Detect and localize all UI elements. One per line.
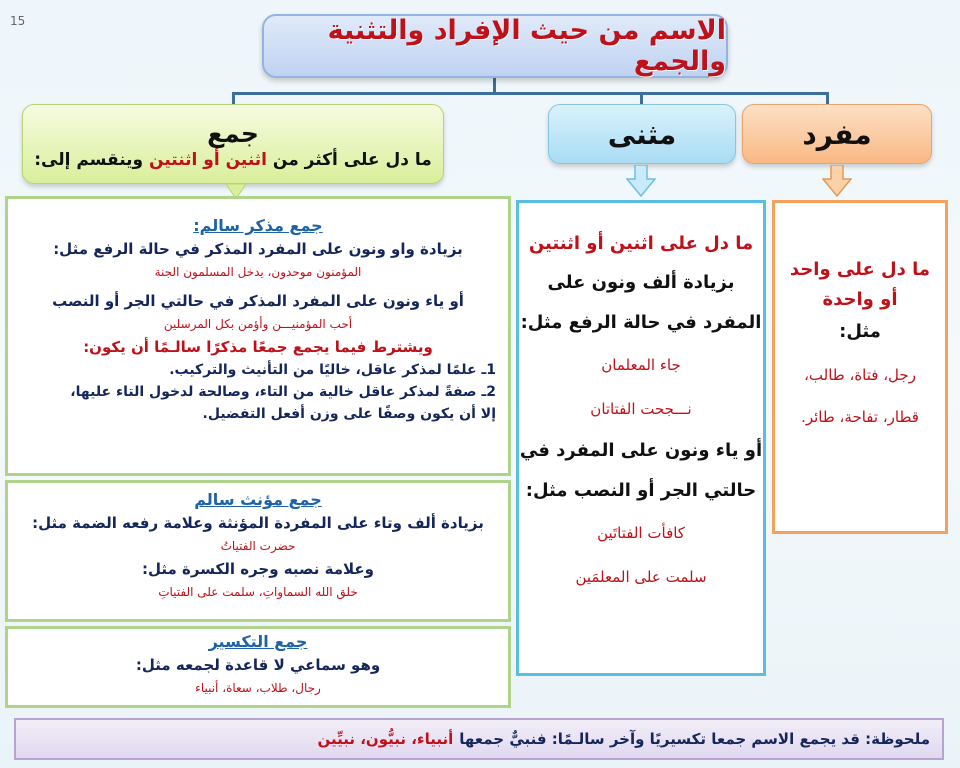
mufrad-example-1: رجل، فتاة، طالب، (804, 366, 916, 384)
muthanna-example-2: نـــجحت الفتاتان (590, 400, 692, 418)
jam-def-part3: وينقسم إلى: (34, 149, 144, 170)
salim-title: جمع مذكر سالم: (193, 216, 323, 235)
mufrad-example-2: قطار، تفاحة، طائر. (801, 408, 919, 426)
header-jam (22, 104, 444, 184)
taksir-example: رجال، طلاب، سعاة، أنبياء (195, 681, 321, 695)
salim-condition-3: إلا أن يكون وصفًا على وزن أفعل التفضيل. (202, 406, 496, 422)
panel-jam-mudhakkar-salim (5, 196, 511, 476)
muannath-example-2: خلق الله السماواتِ، سلمت على الفتياتِ (158, 585, 358, 599)
mufrad-def-2: أو واحدة (822, 289, 898, 310)
arrow-down-icon-orange (822, 165, 852, 197)
jam-def-part2: اثنين أو اثنتين (149, 149, 267, 170)
muthanna-rule-1b: المفرد في حالة الرفع مثل: (520, 312, 762, 333)
header-jam-definition (34, 150, 432, 170)
panel-jam-taksir (5, 626, 511, 708)
muthanna-rule-2a: أو ياء ونون على المفرد في (519, 440, 763, 461)
muannath-example-1: حضرت الفتياتُ (220, 539, 296, 553)
taksir-rule: وهو سماعي لا قاعدة لجمعه مثل: (135, 656, 381, 674)
muthanna-def: ما دل على اثنين أو اثنتين (528, 233, 754, 254)
muthanna-rule-2b: حالتي الجر أو النصب مثل: (525, 480, 757, 501)
header-jam-title: جمع (207, 118, 259, 148)
muannath-title: جمع مؤنث سالم (194, 490, 322, 509)
connector-horizontal (232, 92, 828, 95)
salim-condition-title: ويشترط فيما يجمع جمعًا مذكرًا سالـمًا أن يكون: (83, 338, 433, 356)
muthanna-example-3: كافأت الفتاتَين (597, 524, 685, 542)
header-mufrad: مفرد (742, 104, 932, 164)
note-red-text: أنبياء، نبيُّون، نبيِّين (317, 730, 454, 748)
mufrad-example-label: مثل: (839, 321, 881, 342)
muannath-rule-2: وعلامة نصبه وجره الكسرة مثل: (142, 560, 374, 578)
salim-example-1: المؤمنون موحدون، يدخل المسلمون الجنة (154, 265, 362, 279)
jam-def-part1: ما دل على أكثر من (272, 149, 432, 170)
panel-mufrad (772, 200, 948, 534)
panel-jam-muannath-salim (5, 480, 511, 622)
arrow-down-icon-blue (626, 165, 656, 197)
muthanna-rule-1a: بزيادة ألف ونون على (547, 272, 735, 293)
mufrad-def-1: ما دل على واحد (789, 259, 931, 280)
panel-muthanna (516, 200, 766, 676)
salim-rule-2: أو ياء ونون على المفرد المذكر في حالتي الجر أو النصب (52, 292, 464, 310)
muthanna-example-4: سلمت على المعلمَين (575, 568, 707, 586)
note-bar (14, 718, 944, 760)
page-number: 15 (10, 14, 26, 28)
header-muthanna: مثنى (548, 104, 736, 164)
note-text: ملحوظة: قد يجمع الاسم جمعا تكسيريًا وآخر سالـمًا: فنبيٌّ جمعها (459, 730, 930, 748)
muthanna-example-1: جاء المعلمان (601, 356, 681, 374)
salim-example-2: أحب المؤمنيـــن وأؤمن بكل المرسلين (163, 317, 353, 331)
salim-condition-2: 2ـ صفةً لمذكر عاقل خالية من التاء، وصالحة لدخول التاء عليها، (70, 384, 496, 400)
salim-condition-1: 1ـ علمًا لمذكر عاقل، خاليًا من التأنيث والتركيب. (169, 362, 496, 378)
salim-rule-1: بزيادة واو ونون على المفرد المذكر في حالة الرفع مثل: (53, 240, 463, 258)
main-title: الاسم من حيث الإفراد والتثنية والجمع (262, 14, 728, 78)
taksir-title: جمع التكسير (208, 632, 308, 651)
muannath-rule-1: بزيادة ألف وتاء على المفردة المؤنثة وعلامة رفعه الضمة مثل: (32, 514, 484, 532)
